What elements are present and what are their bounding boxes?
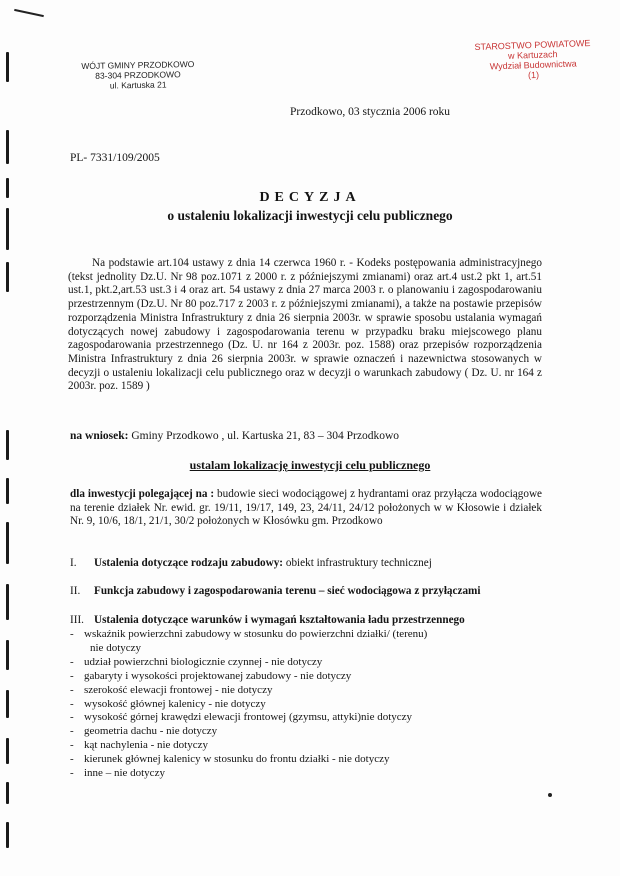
section-ii — [70, 585, 480, 597]
stamp-line: 83-304 PRZODKOWO — [95, 69, 181, 81]
investment-label: dla inwestycji polegającej na : — [70, 488, 215, 500]
binder-punch-mark — [6, 478, 9, 504]
document-title: DECYZJA — [259, 190, 361, 205]
list-item: - kierunek głównej kalenicy w stosunku do frontu działki - nie dotyczy — [70, 753, 427, 767]
applicant-label: na wniosek: — [70, 430, 129, 442]
document-subtitle: o ustaleniu lokalizacji inwestycji celu publicznego — [167, 208, 453, 223]
stamp-line: ul. Kartuska 21 — [109, 79, 167, 91]
stamp-line: STAROSTWO POWIATOWE — [474, 37, 591, 53]
binder-punch-mark — [6, 690, 9, 718]
section-number: II. — [70, 585, 81, 597]
office-stamp — [80, 59, 197, 91]
list-item: - inne – nie dotyczy — [70, 767, 427, 781]
binder-punch-mark — [6, 640, 9, 670]
binder-punch-mark — [6, 584, 9, 620]
pen-stroke-mark — [14, 9, 44, 17]
stamp-line: WÓJT GMINY PRZODKOWO — [81, 59, 195, 71]
document-date: Przodkowo, 03 stycznia 2006 roku — [290, 106, 451, 118]
stamp-line: Wydział Budownictwa — [489, 58, 577, 72]
section-label: Ustalenia dotyczące rodzaju zabudowy: — [94, 557, 284, 569]
reference-number: PL- 7331/109/2005 — [70, 152, 160, 164]
binder-punch-mark — [6, 262, 9, 292]
list-item: - wskaźnik powierzchni zabudowy w stosunku do powierzchni działki/ (terenu) — [70, 628, 427, 642]
section-i — [70, 557, 432, 569]
list-item: nie dotyczy — [90, 641, 142, 654]
list-item: - wysokość głównej kalenicy - nie dotyczy — [70, 698, 427, 712]
ink-dot — [548, 793, 552, 797]
binder-punch-mark — [6, 430, 9, 460]
binder-punch-mark — [6, 130, 9, 164]
section-text: obiekt infrastruktury technicznej — [285, 557, 432, 569]
applicant-line — [70, 430, 399, 442]
legal-basis-paragraph: Na podstawie art.104 ustawy z dnia 14 czerwca 1960 r. - Kodeks postępowania administracyjnego (tekst jednolity Dz.U. Nr 98 poz.1071 z 2000 r. z późniejszymi zmianami) oraz art.4 ust.2 pkt 1, art.51 ust.1, pkt.2,art.53 ust.3 i 4 oraz art. 54 ustawy z dnia 27 marca 2003 r. o planowaniu i zagospodarowaniu przestrzennym (Dz.U. Nr 80 poz.717 z 2003 r. z późniejszymi zmianami), a także na postawie przepisów rozporządzenia Ministra Infrastruktury z dnia 26 sierpnia 2003r. w sprawie sposobu ustalania wymagań dotyczących nowej zabudowy i zagospodarowania terenu w przypadku braku miejscowego planu zagospodarowania przestrzennego (Dz. U. nr 164 z 2003r. poz. 1588) oraz przepisów rozporządzenia Ministra Infrastruktury z dnia 26 sierpnia 2003r. w sprawie oznaczeń i nazewnictwa stosowanych w decyzji o ustaleniu lokalizacji celu publicznego oraz w decyzji o warunkach zabudowy ( Dz. U. nr 164 z 2003r. poz. 1589 ) — [68, 257, 542, 393]
stamp-line: w Kartuzach — [507, 49, 558, 61]
binder-punch-mark — [6, 738, 9, 764]
requirements-list — [70, 628, 427, 781]
investment-text: budowie sieci wodociągowej z hydrantami oraz przyłącza wodociągowe na terenie działek Nr. ewid. gr. 19/11, 19/17, 149, 23, 24/11, 24/12 położonych w w Kłosowie i działek Nr. 9, 10/6, 18/1, 21/1, 30/2 położonych w Kłosówku gm. Przodkowo — [70, 488, 542, 528]
binder-punch-mark — [6, 52, 9, 82]
list-item: - wysokość górnej krawędzi elewacji frontowej (gzymsu, attyki)nie dotyczy — [70, 711, 427, 725]
applicant-text: Gminy Przodkowo , ul. Kartuska 21, 83 – 304 Przodkowo — [131, 430, 400, 442]
list-item: - kąt nachylenia - nie dotyczy — [70, 739, 427, 753]
list-item: - udział powierzchni biologicznie czynnej - nie dotyczy — [70, 656, 427, 670]
section-number: III. — [70, 614, 84, 626]
binder-punch-mark — [6, 522, 9, 564]
binder-punch-mark — [6, 782, 9, 804]
section-label: Funkcja zabudowy i zagospodarowania terenu – sieć wodociągowa z przyłączami — [94, 585, 481, 597]
section-label: Ustalenia dotyczące warunków i wymagań kształtowania ładu przestrzennego — [94, 614, 465, 626]
binder-punch-mark — [6, 822, 9, 848]
section-number: I. — [70, 557, 77, 569]
section-iii — [70, 614, 465, 626]
stamp-line: (1) — [527, 69, 540, 81]
list-item: - gabaryty i wysokości projektowanej zabudowy - nie dotyczy — [70, 670, 427, 684]
list-item: - geometria dachu - nie dotyczy — [70, 725, 427, 739]
list-item: - szerokość elewacji frontowej - nie dotyczy — [70, 684, 427, 698]
investment-description — [70, 488, 542, 529]
decision-heading: ustalam lokalizację inwestycji celu publicznego — [189, 458, 431, 472]
received-stamp — [459, 37, 606, 82]
